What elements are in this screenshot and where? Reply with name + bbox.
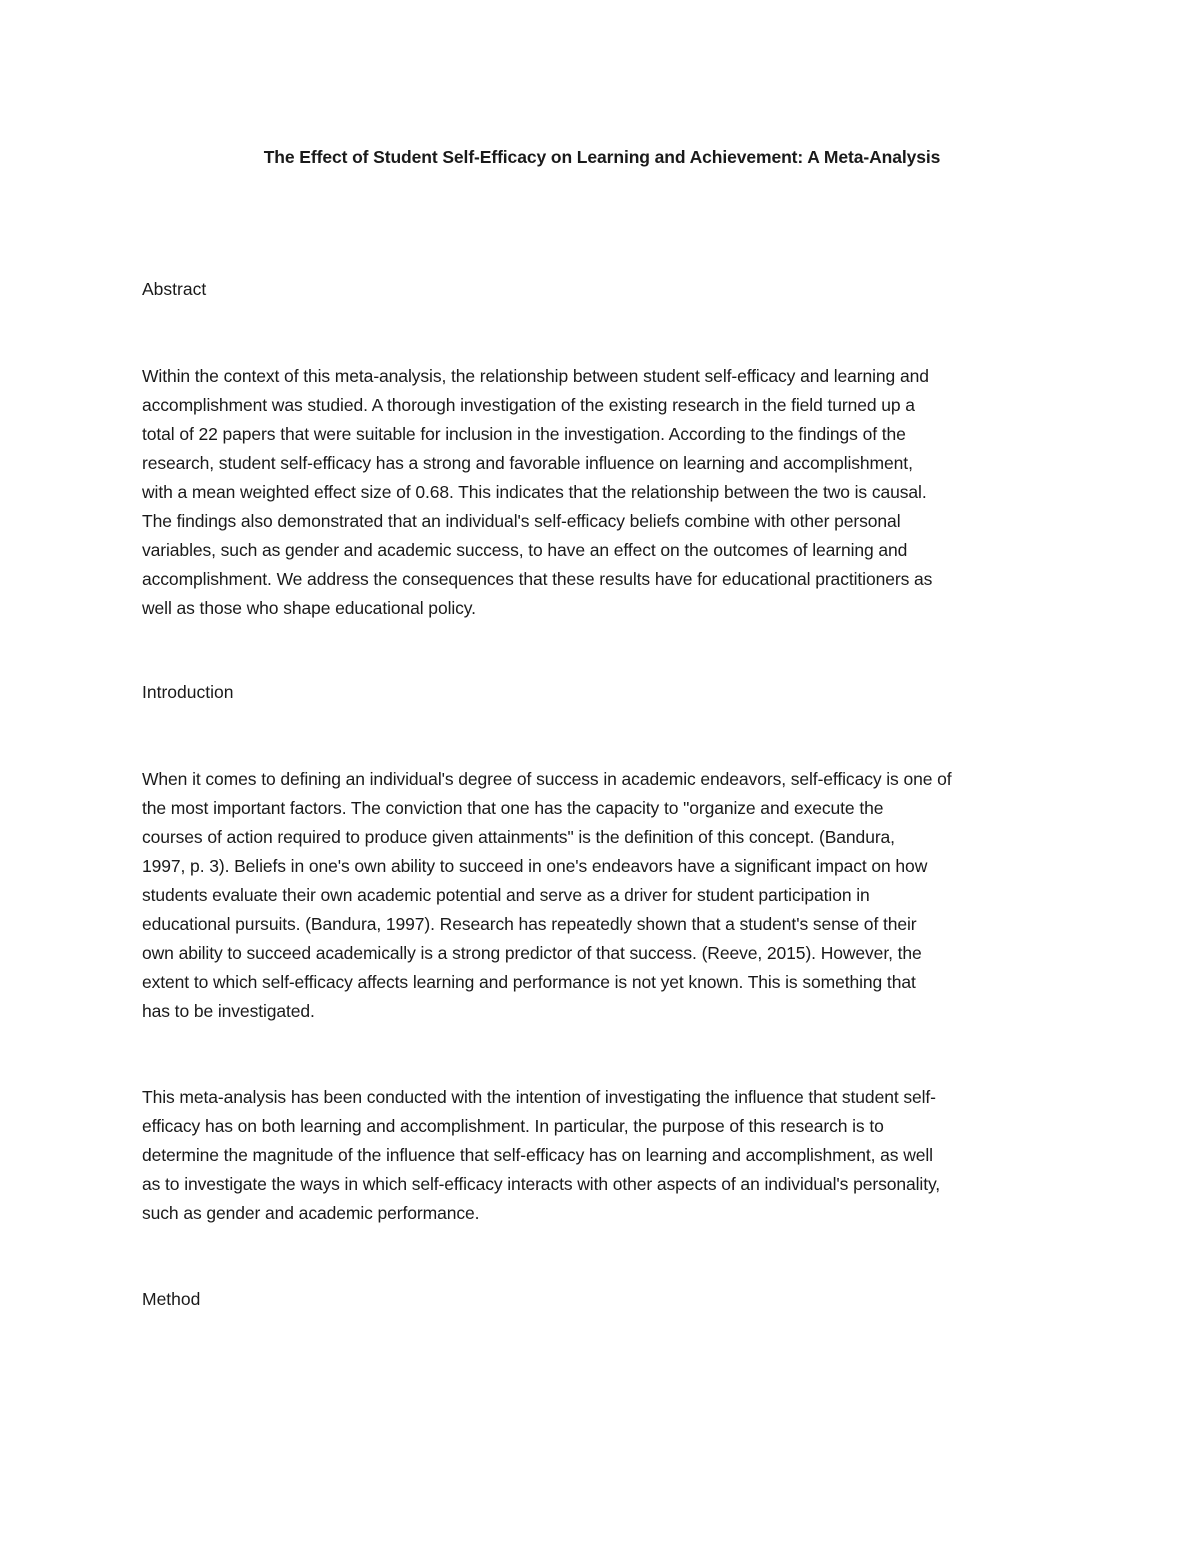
text-line: extent to which self-efficacy affects learning and performance is not yet known. This is something that: [142, 972, 916, 992]
text-line: accomplishment was studied. A thorough investigation of the existing research in the field turned up a: [142, 395, 915, 415]
text-line: own ability to succeed academically is a strong predictor of that success. (Reeve, 2015). However, the: [142, 943, 922, 963]
text-line: This meta-analysis has been conducted with the intention of investigating the influence that student self-: [142, 1087, 936, 1107]
text-line: variables, such as gender and academic success, to have an effect on the outcomes of learning and: [142, 540, 908, 560]
introduction-paragraph-2: [142, 1083, 1062, 1228]
introduction-heading: Introduction: [142, 682, 234, 702]
text-line: determine the magnitude of the influence that self-efficacy has on learning and accomplishment, as well: [142, 1145, 933, 1165]
text-line: total of 22 papers that were suitable for inclusion in the investigation. According to the findings of the: [142, 424, 906, 444]
text-line: has to be investigated.: [142, 1001, 315, 1021]
introduction-paragraph-1: [142, 765, 1062, 1026]
text-line: students evaluate their own academic potential and serve as a driver for student participation in: [142, 885, 870, 905]
text-line: 1997, p. 3). Beliefs in one's own ability to succeed in one's endeavors have a significant impact on how: [142, 856, 928, 876]
text-line: educational pursuits. (Bandura, 1997). Research has repeatedly shown that a student's sense of their: [142, 914, 917, 934]
document-title: The Effect of Student Self-Efficacy on Learning and Achievement: A Meta-Analysis: [263, 147, 941, 167]
text-line: as to investigate the ways in which self-efficacy interacts with other aspects of an individual's personality,: [142, 1174, 941, 1194]
text-line: When it comes to defining an individual's degree of success in academic endeavors, self-efficacy is one of: [142, 769, 952, 789]
abstract-paragraph: [142, 362, 1062, 623]
text-line: well as those who shape educational policy.: [142, 598, 476, 618]
text-line: research, student self-efficacy has a strong and favorable influence on learning and accomplishment,: [142, 453, 913, 473]
text-line: efficacy has on both learning and accomplishment. In particular, the purpose of this research is to: [142, 1116, 884, 1136]
text-line: accomplishment. We address the consequences that these results have for educational practitioners as: [142, 569, 933, 589]
text-line: courses of action required to produce given attainments" is the definition of this concept. (Bandura,: [142, 827, 895, 847]
text-line: Within the context of this meta-analysis, the relationship between student self-efficacy and learning and: [142, 366, 929, 386]
text-line: The findings also demonstrated that an individual's self-efficacy beliefs combine with other personal: [142, 511, 901, 531]
abstract-heading: Abstract: [142, 279, 207, 299]
method-heading: Method: [142, 1289, 201, 1309]
text-line: such as gender and academic performance.: [142, 1203, 480, 1223]
text-line: with a mean weighted effect size of 0.68. This indicates that the relationship between the two is causal.: [142, 482, 927, 502]
text-line: the most important factors. The conviction that one has the capacity to "organize and execute the: [142, 798, 884, 818]
